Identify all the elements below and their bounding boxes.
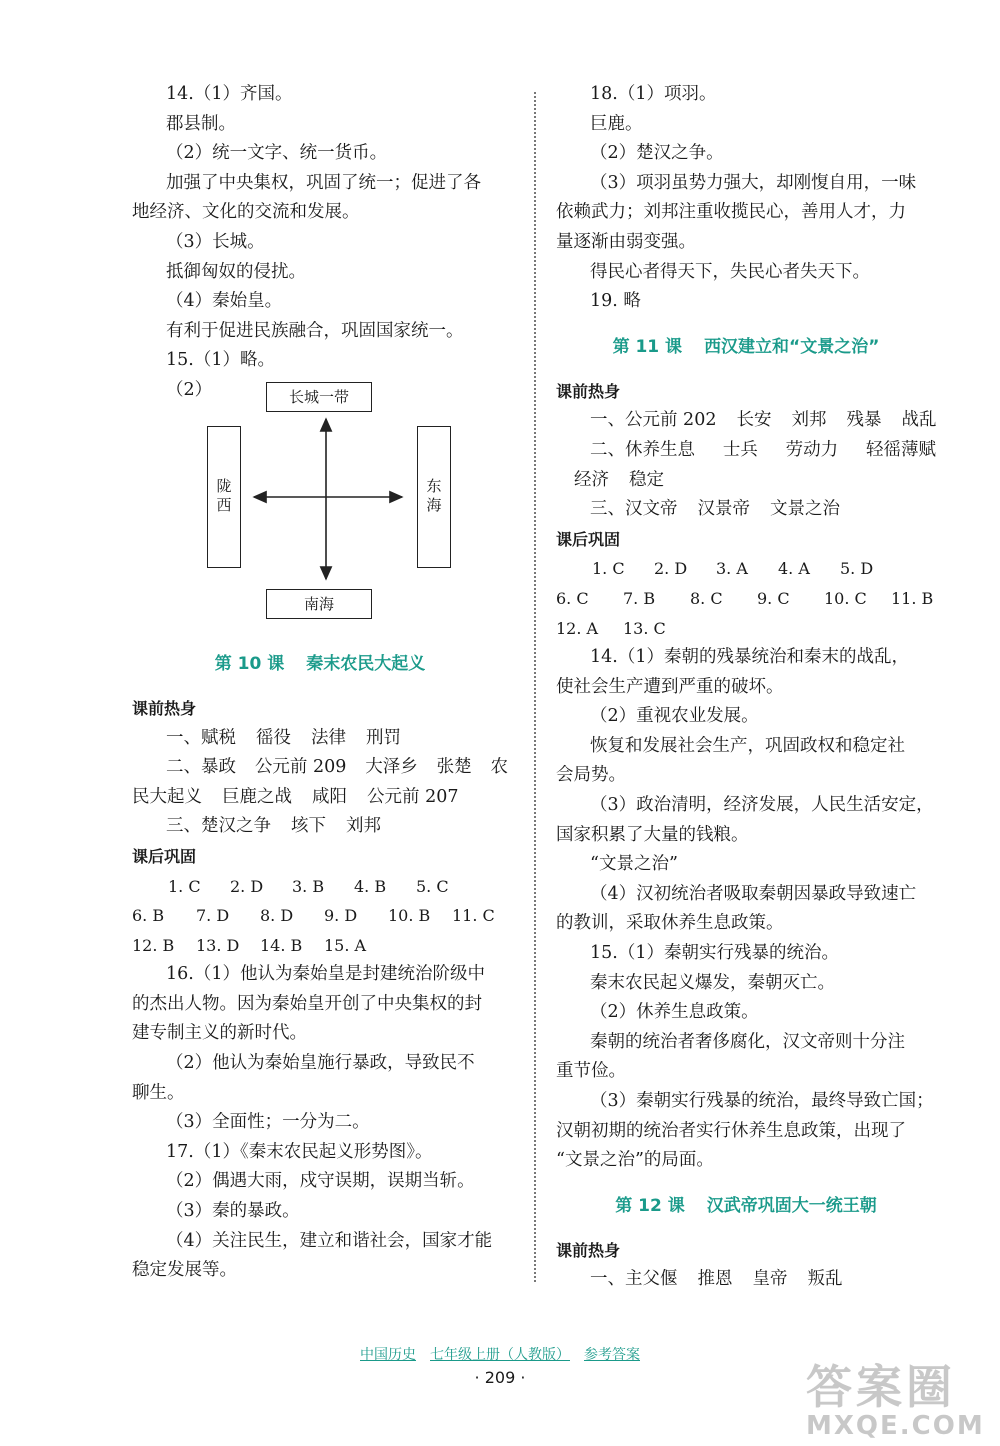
- lesson11-consolidate-label: 课后巩固: [556, 529, 621, 549]
- answer: 12. B: [132, 935, 175, 955]
- right-q19: 19. 略: [590, 291, 641, 312]
- lesson10-q16-line2: 的杰出人物。因为秦始皇开创了中央集权的封: [132, 993, 482, 1014]
- lesson10-consolidate-label: 课后巩固: [132, 846, 197, 866]
- answer: 8. C: [690, 588, 723, 608]
- lesson12-title: 汉武帝巩固大一统王朝: [706, 1195, 877, 1216]
- r-w1-a: 一、公元前 202: [590, 410, 717, 431]
- lesson10-warmup-line1: [132, 724, 508, 754]
- left-q14-line5: 地经济、文化的交流和发展。: [132, 202, 360, 223]
- w2-e: 农: [490, 757, 508, 778]
- lesson11-number: 第 11 课: [612, 336, 683, 357]
- answer: 1. C: [168, 876, 201, 896]
- w1-c: 法律: [311, 727, 346, 748]
- w2-c: 大泽乡: [365, 757, 418, 778]
- w1-d: 刑罚: [366, 727, 401, 748]
- left-q14-line4: 加强了中央集权，巩固了统一；促进了各: [166, 172, 481, 193]
- lesson11-warmup-line1: [556, 406, 936, 436]
- lesson12-warmup-line1: [556, 1265, 936, 1295]
- w1-b: 徭役: [256, 727, 291, 748]
- answer: 15. A: [324, 935, 367, 955]
- left-q14-line2: 郡县制。: [166, 113, 236, 134]
- lesson11-q15-line7: 汉朝初期的统治者实行休养生息政策，出现了: [556, 1120, 906, 1141]
- answer: 6. B: [132, 906, 165, 926]
- lesson11-q14-line5: 会局势。: [556, 765, 626, 786]
- lesson12-number: 第 12 课: [615, 1195, 685, 1216]
- lesson11-warmup-line4: [556, 495, 936, 525]
- lesson11-q15-line8: “文景之治”的局面。: [556, 1150, 714, 1171]
- lesson10-q16-line4: （2）他认为秦始皇施行暴政，导致民不: [166, 1053, 475, 1074]
- lesson11-answers-row2: [556, 584, 936, 614]
- w4-a: 三、楚汉之争: [166, 816, 271, 837]
- lesson11-warmup-line3: [556, 466, 936, 496]
- w3-d: 公元前 207: [367, 786, 459, 807]
- footer-book: 中国历史: [360, 1347, 416, 1363]
- lesson10-answers-row3: [132, 931, 508, 961]
- r-w4-a: 三、汉文帝: [590, 499, 678, 520]
- answer: 10. C: [824, 588, 867, 608]
- lesson10-q16-line1: 16.（1）他认为秦始皇是封建统治阶级中: [166, 964, 485, 985]
- lesson10-q17-line1: 17.（1）《秦末农民起义形势图》。: [166, 1141, 433, 1162]
- left-q14-line8: （4）秦始皇。: [166, 291, 283, 312]
- answer: 3. B: [292, 876, 325, 896]
- r-w2-c: 劳动力: [785, 439, 839, 460]
- right-q18-line6: 量逐渐由弱变强。: [556, 231, 696, 252]
- answer: 13. D: [196, 935, 240, 955]
- answer: 10. B: [388, 906, 431, 926]
- watermark-logo: [806, 1362, 996, 1444]
- lesson10-q17-line5: 稳定发展等。: [132, 1260, 237, 1281]
- left-q15-line1: 15.（1）略。: [166, 350, 275, 371]
- lesson10-q16-line3: 建专制主义的新时代。: [132, 1023, 307, 1044]
- l12-w1-c: 皇帝: [752, 1269, 788, 1290]
- l12-w1-d: 叛乱: [807, 1269, 843, 1290]
- left-q14-line6: （3）长城。: [166, 231, 265, 252]
- lesson11-q15-line6: （3）秦朝实行残暴的统治，最终导致亡国；: [590, 1091, 934, 1111]
- left-q15-line2: （2）: [166, 379, 213, 400]
- left-q14-line1: 14.（1）齐国。: [166, 84, 293, 104]
- lesson11-title: 西汉建立和“文景之治”: [704, 336, 880, 357]
- left-q14-line7: 抵御匈奴的侵扰。: [166, 261, 306, 282]
- answer: 1. C: [592, 559, 625, 579]
- w3-b: 巨鹿之战: [222, 786, 292, 807]
- lesson10-answers-row1: [132, 872, 508, 902]
- answer: 8. D: [260, 906, 294, 926]
- right-q18-line5: 依赖武力；刘邦注重收揽民心，善用人才，力: [556, 202, 906, 223]
- lesson10-warmup-line3: [132, 783, 508, 813]
- r-w2-d: 轻徭薄赋: [865, 439, 936, 460]
- answer: 11. C: [452, 906, 495, 926]
- answer: 13. C: [623, 618, 666, 638]
- w2-b: 公元前 209: [254, 757, 347, 778]
- answer: 12. A: [556, 618, 599, 638]
- lesson11-warmup-label: 课前热身: [556, 381, 621, 401]
- answer: 14. B: [260, 935, 303, 955]
- lesson10-warmup-line2: [132, 753, 508, 783]
- lesson12-heading: [556, 1176, 936, 1236]
- lesson11-q14-line8: “文景之治”: [590, 854, 678, 875]
- w1-a: 一、赋税: [166, 727, 236, 748]
- lesson10-number: 第 10 课: [214, 653, 285, 674]
- lesson10-warmup-line4: [132, 812, 508, 842]
- lesson11-answers-row1: [556, 554, 936, 584]
- lesson10-heading: [132, 634, 508, 694]
- footer-answers: 参考答案: [584, 1347, 640, 1363]
- right-q18-line7: 得民心者得天下，失民心者失天下。: [590, 261, 870, 282]
- left-q14-line3: （2）统一文字、统一货币。: [166, 143, 388, 164]
- lesson11-warmup-line2: [556, 436, 936, 466]
- right-q18-line3: （2）楚汉之争。: [590, 143, 724, 164]
- diagram-box-top: 长城一带: [266, 382, 372, 412]
- lesson11-q15-line5: 重节俭。: [556, 1061, 626, 1082]
- w4-b: 垓下: [291, 816, 326, 837]
- diagram-box-right: 东海: [417, 426, 451, 568]
- lesson11-q14-line1: 14.（1）秦朝的残暴统治和秦末的战乱，: [590, 647, 909, 668]
- lesson10-warmup-label: 课前热身: [132, 698, 197, 718]
- lesson10-q17-line3: （3）秦的暴政。: [166, 1201, 300, 1222]
- answer: 6. C: [556, 588, 589, 608]
- right-q18-line2: 巨鹿。: [590, 113, 643, 134]
- lesson11-heading: [556, 317, 936, 377]
- answer: 11. B: [891, 588, 934, 608]
- left-column: [132, 80, 508, 1286]
- diagram-box-left: 陇西: [207, 426, 241, 568]
- answer: 4. A: [778, 559, 810, 579]
- page-number: · 209 ·: [474, 1368, 526, 1387]
- lesson10-q16-line5: 聊生。: [132, 1082, 185, 1103]
- r-w1-d: 残暴: [846, 410, 882, 431]
- answer: 2. D: [230, 876, 264, 896]
- footer-grade: 七年级上册（人教版）: [430, 1347, 570, 1363]
- answer: 3. A: [716, 559, 748, 579]
- answer: 4. B: [354, 876, 387, 896]
- r-w4-b: 汉景帝: [697, 499, 750, 520]
- lesson11-q14-line9: （4）汉初统治者吸取秦朝因暴政导致速亡: [590, 883, 917, 904]
- w2-d: 张楚: [436, 757, 472, 778]
- lesson10-q17-line4: （4）关注民生，建立和谐社会，国家才能: [166, 1230, 493, 1251]
- lesson11-q14-line10: 的教训，采取休养生息政策。: [556, 913, 784, 934]
- r-w1-b: 长安: [736, 410, 772, 431]
- right-column: [556, 80, 936, 1295]
- lesson11-q15-line3: （2）休养生息政策。: [590, 1002, 759, 1023]
- left-q14-line9: 有利于促进民族融合，巩固国家统一。: [166, 320, 464, 341]
- l12-w1-a: 一、主父偃: [590, 1269, 678, 1290]
- w3-a: 民大起义: [132, 786, 202, 807]
- answer: 7. B: [623, 588, 656, 608]
- lesson10-answers-row2: [132, 901, 508, 931]
- r-w1-e: 战乱: [901, 410, 937, 431]
- lesson11-q14-line6: （3）政治清明，经济发展，人民生活安定，: [590, 795, 934, 816]
- r-w1-c: 刘邦: [791, 410, 827, 431]
- r-w3-a: 经济: [574, 469, 609, 490]
- lesson12-warmup-label: 课前热身: [556, 1240, 621, 1260]
- w2-a: 二、暴政: [166, 757, 236, 778]
- answer: 9. C: [757, 588, 790, 608]
- column-divider: [534, 92, 536, 1282]
- lesson11-q14-line4: 恢复和发展社会生产，巩固政权和稳定社: [590, 735, 905, 756]
- answer: 2. D: [654, 559, 688, 579]
- watermark-line1: 答案圈: [806, 1360, 956, 1414]
- lesson11-q15-line2: 秦末农民起义爆发，秦朝灭亡。: [590, 972, 835, 993]
- right-q18-line4: （3）项羽虽势力强大，却刚愎自用，一味: [590, 172, 917, 193]
- answer: 5. D: [840, 559, 874, 579]
- l12-w1-b: 推恩: [697, 1269, 733, 1290]
- r-w3-b: 稳定: [629, 469, 664, 490]
- territory-diagram: [132, 376, 508, 634]
- lesson11-q15-line1: 15.（1）秦朝实行残暴的统治。: [590, 943, 839, 964]
- watermark-line2: MXQE.COM: [806, 1411, 985, 1441]
- w3-c: 咸阳: [312, 786, 347, 807]
- answer: 5. C: [416, 876, 449, 896]
- lesson10-title: 秦末农民大起义: [306, 653, 426, 674]
- lesson11-q14-line7: 国家积累了大量的钱粮。: [556, 824, 749, 845]
- lesson11-q14-line2: 使社会生产遭到严重的破坏。: [556, 676, 784, 697]
- answer: 7. D: [196, 906, 230, 926]
- w4-c: 刘邦: [346, 816, 381, 837]
- r-w4-c: 文景之治: [770, 499, 840, 520]
- r-w2-b: 士兵: [722, 439, 758, 460]
- lesson11-answers-row3: [556, 614, 936, 644]
- diagram-box-bottom: 南海: [266, 589, 372, 619]
- lesson11-q14-line3: （2）重视农业发展。: [590, 706, 759, 727]
- lesson10-q17-line2: （2）偶遇大雨，戍守误期，误期当斩。: [166, 1171, 475, 1192]
- answer: 9. D: [324, 906, 358, 926]
- r-w2-a: 二、休养生息: [590, 439, 695, 460]
- right-q18-line1: 18.（1）项羽。: [590, 84, 717, 104]
- lesson11-q15-line4: 秦朝的统治者奢侈腐化，汉文帝则十分注: [590, 1031, 905, 1052]
- lesson10-q16-line6: （3）全面性；一分为二。: [166, 1112, 370, 1133]
